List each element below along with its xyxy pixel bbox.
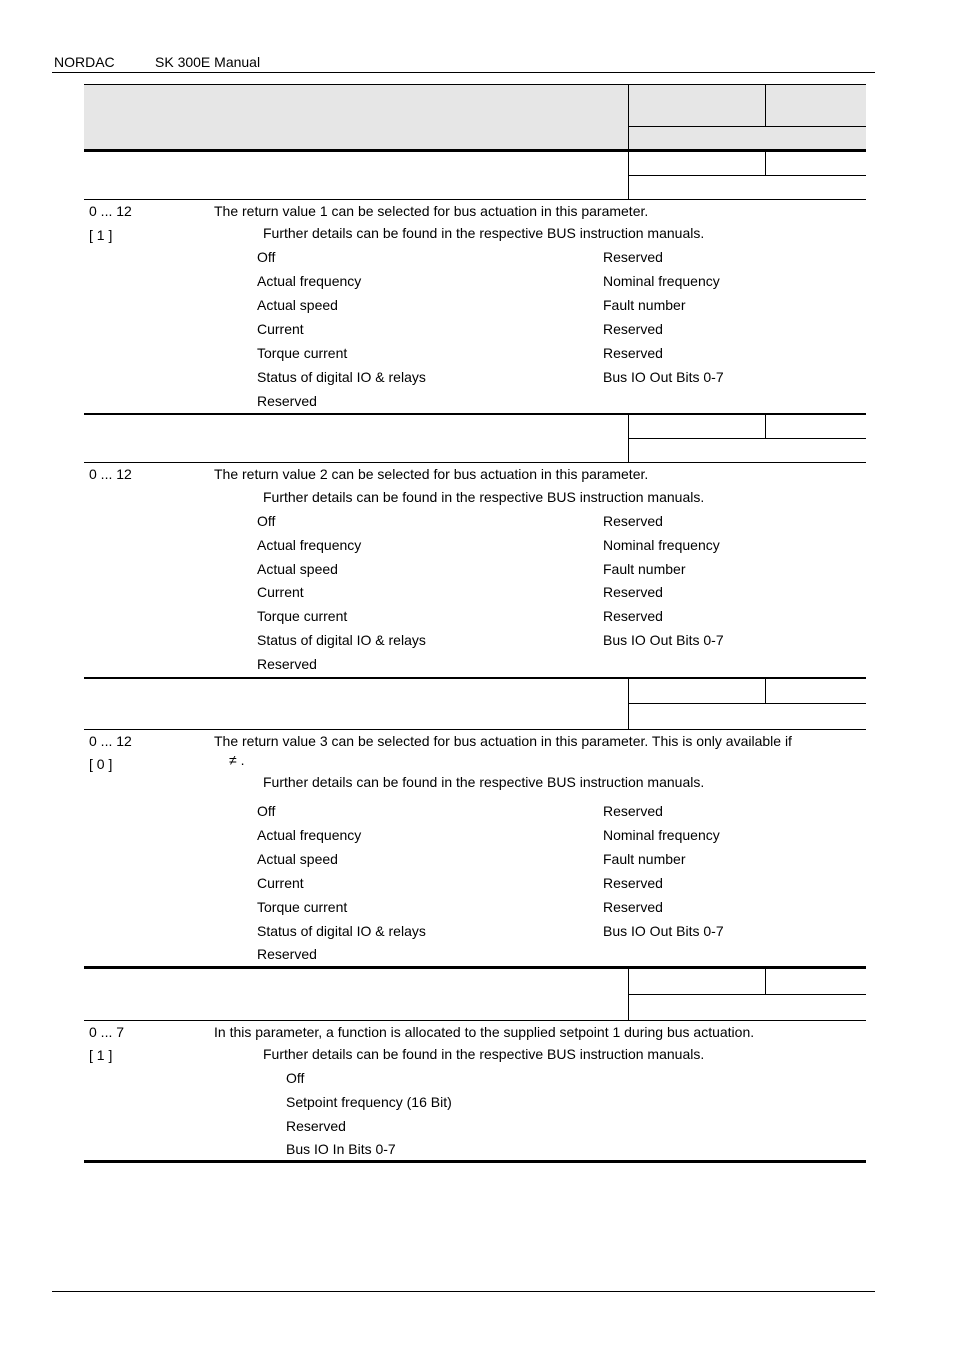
parameter-description: The return value 3 can be selected for bus actuation in this parameter. This is only available if — [214, 733, 792, 749]
parameter-description: The return value 1 can be selected for bus actuation in this parameter. — [214, 203, 649, 219]
option-item: Actual frequency — [257, 273, 362, 289]
option-item: Status of digital IO & relays — [257, 632, 426, 648]
option-item: Reserved — [603, 608, 663, 624]
option-item: Fault number — [603, 851, 686, 867]
option-item: Torque current — [257, 345, 348, 361]
table-bottom-rule — [84, 1160, 866, 1163]
option-item: Reserved — [603, 584, 663, 600]
option-item: Actual speed — [257, 561, 338, 577]
option-item: Reserved — [603, 345, 663, 361]
option-item: Nominal frequency — [603, 827, 720, 843]
option-item: Actual speed — [257, 851, 338, 867]
value-range: 0 ... 12 — [89, 466, 132, 482]
option-item: Torque current — [257, 899, 348, 915]
option-item: Bus IO Out Bits 0-7 — [603, 369, 724, 385]
option-item: Status of digital IO & relays — [257, 369, 426, 385]
option-item: Fault number — [603, 561, 686, 577]
option-item: Bus IO Out Bits 0-7 — [603, 632, 724, 648]
option-item: Nominal frequency — [603, 273, 720, 289]
option-item: Off — [257, 513, 276, 529]
option-item: Bus IO In Bits 0-7 — [286, 1141, 396, 1157]
table-header-bottom-rule — [84, 149, 866, 152]
table-top-rule — [84, 84, 866, 85]
option-item: Current — [257, 584, 304, 600]
parameter-description: The return value 2 can be selected for bus actuation in this parameter. — [214, 466, 649, 482]
option-item: Off — [286, 1070, 305, 1086]
condition-text: ≠ . — [229, 752, 245, 768]
option-item: Reserved — [603, 875, 663, 891]
option-item: Off — [257, 249, 276, 265]
option-item: Reserved — [257, 656, 317, 672]
option-item: Current — [257, 321, 304, 337]
option-item: Reserved — [603, 513, 663, 529]
default-value: [ 1 ] — [89, 227, 113, 243]
option-item: Reserved — [286, 1118, 346, 1134]
option-item: Reserved — [603, 249, 663, 265]
option-item: Bus IO Out Bits 0-7 — [603, 923, 724, 939]
option-item: Off — [257, 803, 276, 819]
value-range: 0 ... 12 — [89, 733, 132, 749]
table-header-shade — [84, 85, 866, 151]
option-item: Reserved — [257, 393, 317, 409]
option-item: Torque current — [257, 608, 348, 624]
option-item: Actual frequency — [257, 537, 362, 553]
parameter-note: Further details can be found in the respective BUS instruction manuals. — [263, 774, 705, 790]
parameter-description: In this parameter, a function is allocated to the supplied setpoint 1 during bus actuation. — [214, 1024, 755, 1040]
default-value: [ 1 ] — [89, 1047, 113, 1063]
option-item: Fault number — [603, 297, 686, 313]
manual-title: SK 300E Manual — [155, 54, 261, 70]
parameter-note: Further details can be found in the respective BUS instruction manuals. — [263, 1046, 705, 1062]
brand-name: NORDAC — [54, 54, 115, 70]
option-item: Reserved — [257, 946, 317, 962]
option-item: Reserved — [603, 899, 663, 915]
option-item: Actual speed — [257, 297, 338, 313]
parameter-note: Further details can be found in the respective BUS instruction manuals. — [263, 489, 705, 505]
default-value: [ 0 ] — [89, 756, 113, 772]
option-item: Nominal frequency — [603, 537, 720, 553]
option-item: Reserved — [603, 321, 663, 337]
option-item: Setpoint frequency (16 Bit) — [286, 1094, 452, 1110]
option-item: Actual frequency — [257, 827, 362, 843]
value-range: 0 ... 12 — [89, 203, 132, 219]
footer-rule — [52, 1291, 875, 1292]
option-item: Status of digital IO & relays — [257, 923, 426, 939]
option-item: Reserved — [603, 803, 663, 819]
value-range: 0 ... 7 — [89, 1024, 125, 1040]
parameter-note: Further details can be found in the respective BUS instruction manuals. — [263, 225, 705, 241]
header-rule — [52, 72, 875, 73]
option-item: Current — [257, 875, 304, 891]
